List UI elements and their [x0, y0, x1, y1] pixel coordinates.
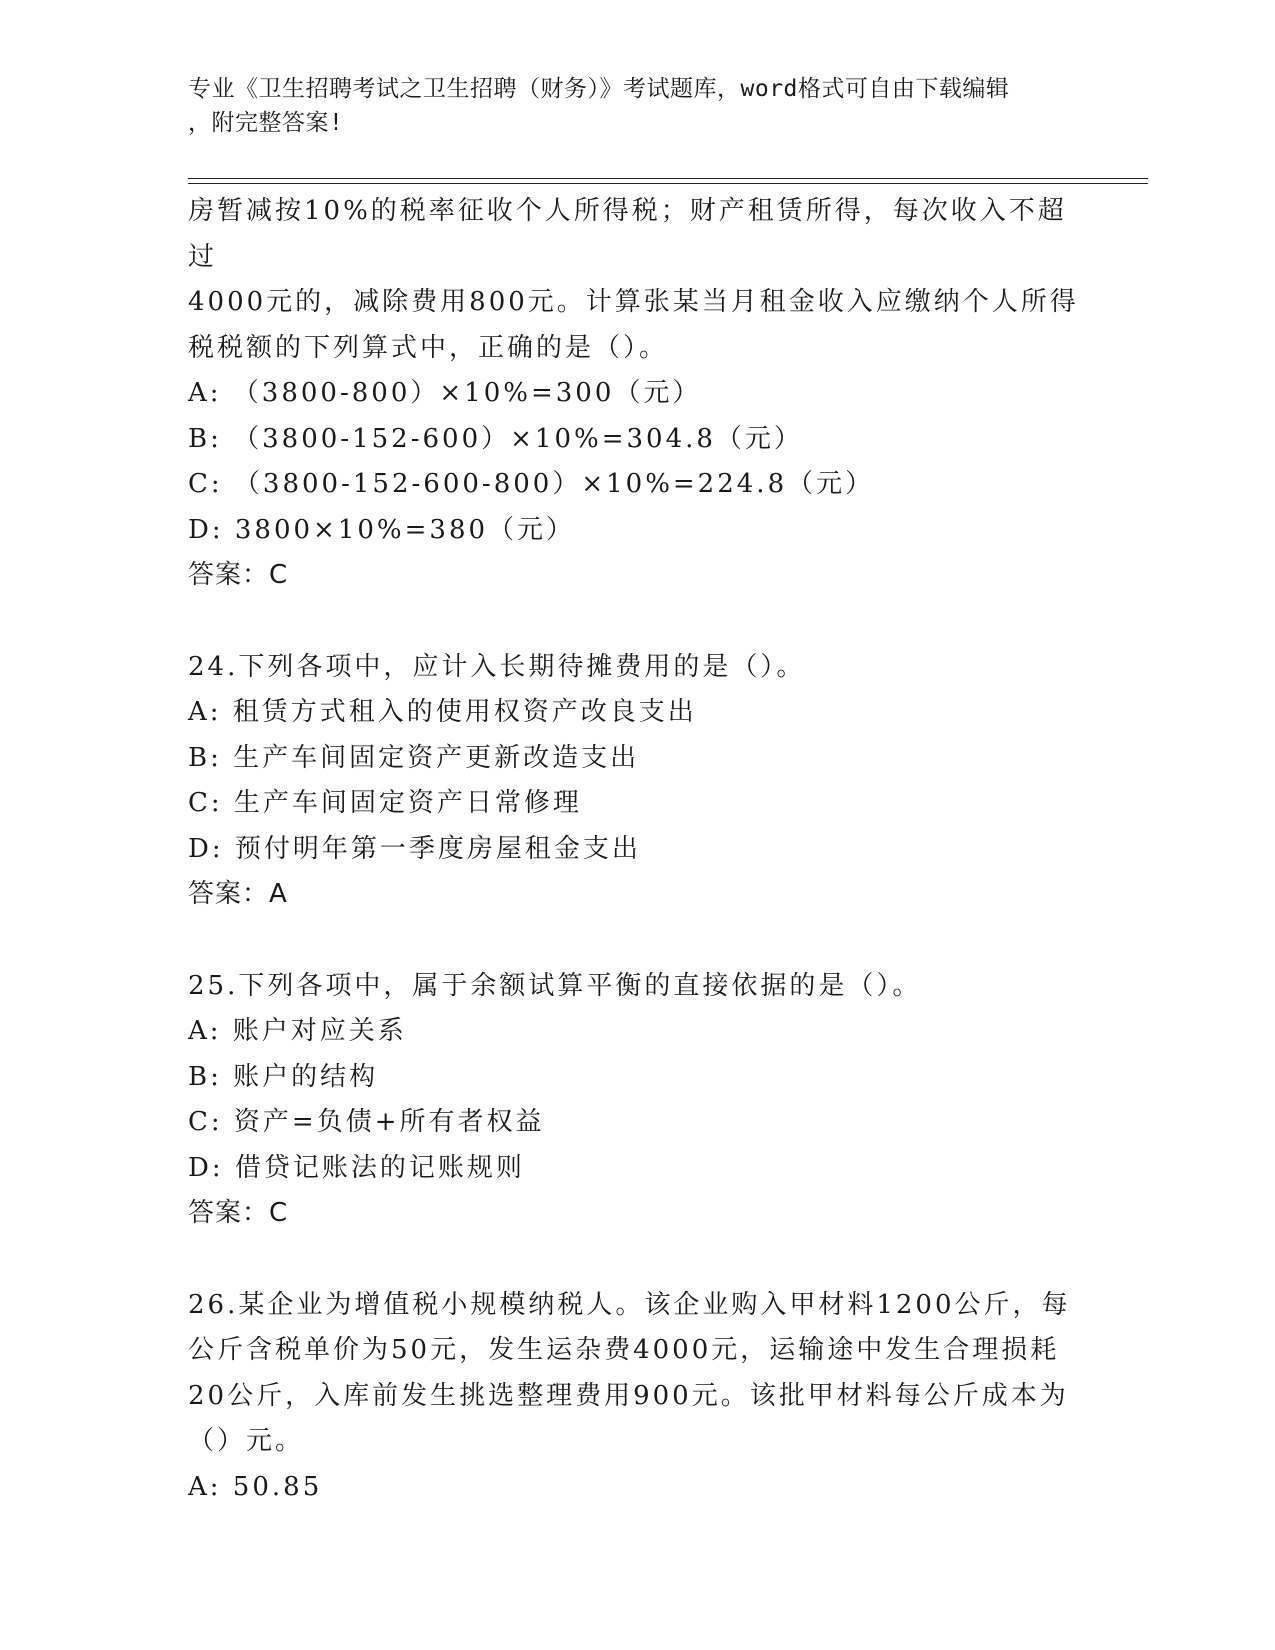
question-content [188, 189, 1088, 1510]
option-a: A: 50.85 [188, 1471, 323, 1502]
option-c: C: 生产车间固定资产日常修理 [188, 788, 582, 818]
question-stem-line: 4000元的，减除费用800元。计算张某当月租金收入应缴纳个人所得 [188, 287, 1079, 317]
question-stem-line: 25.下列各项中，属于余额试算平衡的直接依据的是（）。 [188, 970, 922, 1001]
question-23 [188, 189, 1088, 599]
question-stem-line: 26.某企业为增值税小规模纳税人。该企业购入甲材料1200公斤，每 [188, 1289, 1071, 1320]
question-stem-line: 20公斤，入库前发生挑选整理费用900元。该批甲材料每公斤成本为 [188, 1380, 1069, 1411]
spacer [188, 1237, 1088, 1283]
question-stem-line: 税税额的下列算式中，正确的是（）。 [188, 332, 669, 363]
option-a: A: 租赁方式租入的使用权资产改良支出 [188, 697, 697, 727]
option-d: D: 3800×10%=380（元） [188, 514, 576, 545]
answer-line: 答案：C [188, 560, 289, 590]
answer-line: 答案：C [188, 1198, 289, 1228]
header-line-2: ，附完整答案! [188, 110, 344, 136]
question-stem-line: 24.下列各项中，应计入长期待摊费用的是（）。 [188, 651, 806, 682]
question-26 [188, 1283, 1088, 1511]
option-c: C: （3800-152-600-800）×10%=224.8（元） [188, 469, 875, 499]
option-c: C: 资产=负债+所有者权益 [188, 1107, 545, 1137]
option-b: B: 生产车间固定资产更新改造支出 [188, 742, 640, 773]
question-stem-line: 公斤含税单价为50元，发生运杂费4000元，运输途中发生合理损耗 [188, 1335, 1060, 1365]
option-d: D: 预付明年第一季度房屋租金支出 [188, 833, 641, 864]
question-stem-line: （）元。 [188, 1426, 305, 1456]
answer-line: 答案：A [188, 879, 288, 909]
question-24 [188, 645, 1088, 918]
option-b: B: （3800-152-600）×10%=304.8（元） [188, 423, 803, 454]
spacer [188, 918, 1088, 964]
header-line-1: 专业《卫生招聘考试之卫生招聘（财务）》考试题库，word格式可自由下载编辑 [188, 76, 1010, 102]
header-divider-top [188, 178, 1148, 179]
option-b: B: 账户的结构 [188, 1061, 379, 1092]
question-stem-line: 房暂减按10%的税率征收个人所得税；财产租赁所得，每次收入不超过 [188, 196, 1067, 272]
option-a: A: 账户对应关系 [188, 1016, 407, 1046]
spacer [188, 599, 1088, 645]
question-25 [188, 964, 1088, 1237]
option-a: A: （3800-800）×10%=300（元） [188, 378, 702, 408]
header-divider-bottom [188, 183, 1148, 184]
document-header [188, 72, 1078, 140]
option-d: D: 借贷记账法的记账规则 [188, 1152, 525, 1183]
